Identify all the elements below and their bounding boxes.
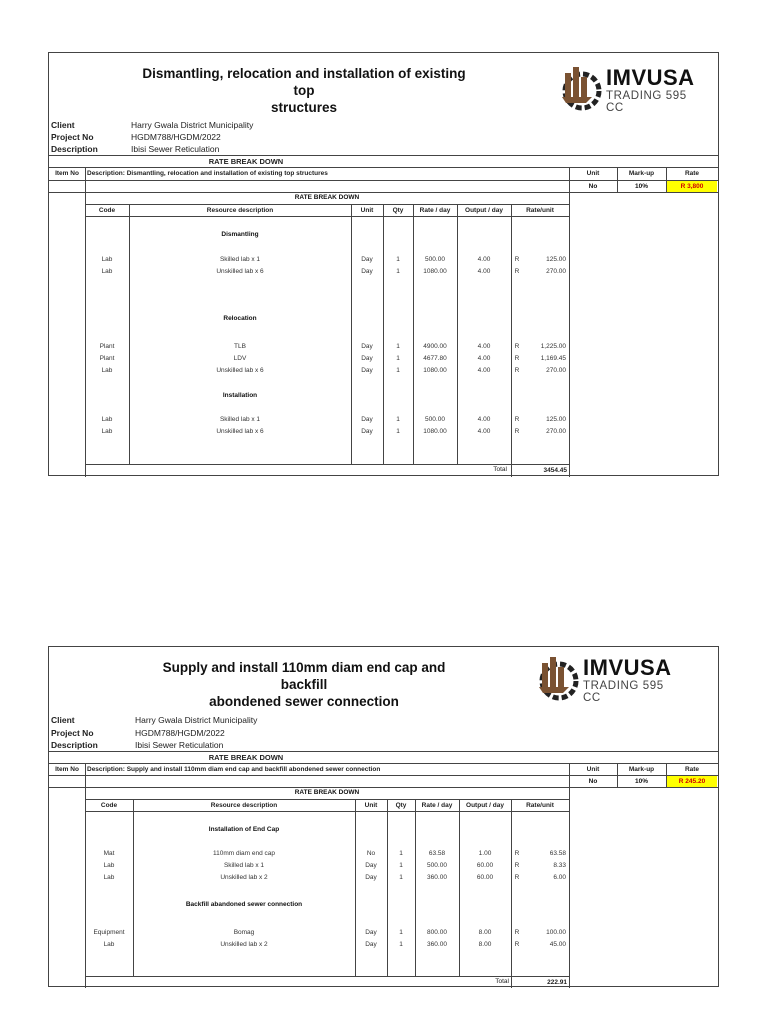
section-heading: Installation [222,392,258,399]
row-rate-unit: 125.00 [546,416,566,423]
unit-header: Unit [586,170,600,177]
row-currency: R [514,343,520,350]
row-rate: 800.00 [427,929,447,936]
res-unit-header: Unit [360,207,374,214]
section-heading: Installation of End Cap [208,826,280,833]
row-output: 1.00 [478,850,492,857]
item-description: Description: Supply and install 110mm diam end cap and backfill abondened sewer connection [87,766,381,773]
logo-name: IMVUSA [606,65,695,90]
markup-header: Mark-up [628,766,655,773]
rate-sheet-1 [48,52,719,476]
row-qty: 1 [396,343,400,350]
row-resource: Unskilled lab x 6 [216,367,264,374]
item-no-header: Item No [55,170,79,177]
row-output: 4.00 [477,416,491,423]
row-unit: Day [361,428,373,435]
gear-building-icon [533,653,581,703]
row-rate-unit: 270.00 [546,268,566,275]
rate-unit-header: Rate/unit [526,207,554,214]
row-code: Lab [103,941,115,948]
rate-day-header: Rate / day [419,207,451,214]
row-code: Plant [99,343,115,350]
row-rate-unit: 1,169.45 [540,355,566,362]
row-unit: Day [365,929,377,936]
row-rate: 500.00 [425,256,445,263]
logo-subtitle: TRADING 595 CC [583,680,664,704]
row-rate: 4677.80 [423,355,447,362]
total-value: 222.91 [547,979,567,986]
description-value: Ibisi Sewer Reticulation [135,740,224,750]
row-code: Equipment [93,929,125,936]
row-output: 4.00 [477,428,491,435]
client-label: Client [51,715,75,725]
section-heading: Dismantling [221,231,259,238]
output-day-header: Output / day [466,802,504,809]
row-qty: 1 [396,416,400,423]
row-qty: 1 [399,850,403,857]
row-unit: Day [365,874,377,881]
row-rate-unit: 100.00 [546,929,566,936]
row-currency: R [514,850,520,857]
row-rate-unit: 63.58 [549,850,566,857]
row-resource: Unskilled lab x 6 [216,268,264,275]
rate-break-down-heading: RATE BREAK DOWN [208,157,284,166]
row-currency: R [514,428,520,435]
sheet-title-line1: Supply and install 110mm diam end cap and backfill [162,660,446,692]
row-unit: Day [361,367,373,374]
markup-value: 10% [634,183,648,190]
sheet-title-line2: abondened sewer connection [209,694,399,709]
rate-value: R 3,800 [667,181,717,192]
row-currency: R [514,874,520,881]
row-rate: 360.00 [427,874,447,881]
row-code: Plant [99,355,115,362]
row-currency: R [514,416,520,423]
row-rate-unit: 1,225.00 [540,343,566,350]
row-qty: 1 [399,941,403,948]
sheet-title [139,65,469,116]
markup-value: 10% [634,778,648,785]
rate-header: Rate [684,766,700,773]
row-unit: Day [361,416,373,423]
row-rate: 1080.00 [423,268,447,275]
row-currency: R [514,862,520,869]
row-rate-unit: 270.00 [546,367,566,374]
row-qty: 1 [399,929,403,936]
res-unit-header: Unit [364,802,378,809]
row-qty: 1 [396,355,400,362]
row-code: Lab [103,874,115,881]
row-resource: Unskilled lab x 2 [220,941,268,948]
row-rate: 63.58 [428,850,446,857]
code-header: Code [100,802,118,809]
row-rate: 1080.00 [423,367,447,374]
row-output: 8.00 [478,941,492,948]
gear-building-icon [556,63,604,113]
resource-header: Resource description [210,802,278,809]
client-value: Harry Gwala District Municipality [135,715,258,725]
row-output: 4.00 [477,256,491,263]
project-label: Project No [51,728,94,738]
row-currency: R [514,941,520,948]
rate-unit-header: Rate/unit [526,802,554,809]
section-heading: Relocation [223,315,257,322]
row-qty: 1 [396,367,400,374]
row-unit: Day [365,862,377,869]
row-rate-unit: 125.00 [546,256,566,263]
row-code: Lab [101,428,113,435]
code-header: Code [98,207,116,214]
row-output: 60.00 [476,862,494,869]
row-currency: R [514,367,520,374]
row-rate-unit: 45.00 [549,941,566,948]
row-code: Lab [103,862,115,869]
row-resource: Unskilled lab x 6 [216,428,264,435]
rate-header: Rate [684,170,700,177]
logo-name: IMVUSA [583,655,672,680]
section-heading: Backfill abandoned sewer connection [185,901,303,908]
row-rate-unit: 270.00 [546,428,566,435]
total-label: Total [493,466,507,473]
row-code: Lab [101,256,113,263]
inner-rate-break-down-heading: RATE BREAK DOWN [294,789,360,796]
row-output: 8.00 [478,929,492,936]
row-unit: Day [365,941,377,948]
logo-subtitle: TRADING 595 CC [606,90,687,114]
sheet-title-line2: structures [270,100,338,115]
rate-day-header: Rate / day [421,802,453,809]
row-output: 60.00 [476,874,494,881]
project-label: Project No [51,132,94,142]
row-rate: 1080.00 [423,428,447,435]
client-value: Harry Gwala District Municipality [131,120,254,130]
row-rate: 360.00 [427,941,447,948]
description-value: Ibisi Sewer Reticulation [131,144,220,154]
description-label: Description [51,740,98,750]
row-output: 4.00 [477,367,491,374]
row-output: 4.00 [477,355,491,362]
row-resource: LDV [233,355,247,362]
row-rate: 500.00 [427,862,447,869]
markup-header: Mark-up [628,170,655,177]
row-qty: 1 [396,256,400,263]
project-value: HGDM788/HGDM/2022 [131,132,221,142]
company-logo [556,63,706,113]
sheet-title-line1: Dismantling, relocation and installation of existing top [142,66,466,98]
row-unit: Day [361,343,373,350]
row-qty: 1 [396,428,400,435]
row-resource: Bomag [233,929,255,936]
item-description: Description: Dismantling, relocation and installation of existing top structures [87,170,328,177]
rate-break-down-heading: RATE BREAK DOWN [208,753,284,762]
row-resource: Skilled lab x 1 [219,256,261,263]
qty-header: Qty [392,207,404,214]
company-logo [533,653,683,703]
row-output: 4.00 [477,268,491,275]
unit-header: Unit [586,766,600,773]
row-qty: 1 [396,268,400,275]
row-qty: 1 [399,862,403,869]
unit-value: No [588,778,598,785]
row-resource: 110mm diam end cap [212,850,276,857]
total-value: 3454.45 [543,467,567,474]
rate-sheet-2 [48,646,719,987]
unit-value: No [588,183,598,190]
row-unit: Day [361,355,373,362]
project-value: HGDM788/HGDM/2022 [135,728,225,738]
row-currency: R [514,355,520,362]
total-label: Total [495,978,509,985]
row-code: Lab [101,416,113,423]
row-code: Lab [101,268,113,275]
row-code: Mat [103,850,115,857]
resource-header: Resource description [206,207,274,214]
row-resource: Unskilled lab x 2 [220,874,268,881]
row-code: Lab [101,367,113,374]
description-label: Description [51,144,98,154]
row-unit: No [366,850,376,857]
row-output: 4.00 [477,343,491,350]
row-rate-unit: 6.00 [553,874,566,881]
item-no-header: Item No [55,766,79,773]
sheet-title [139,659,469,710]
row-unit: Day [361,256,373,263]
row-currency: R [514,256,520,263]
row-currency: R [514,929,520,936]
row-currency: R [514,268,520,275]
row-resource: Skilled lab x 1 [223,862,265,869]
rate-value: R 245.20 [667,776,717,787]
row-resource: TLB [234,343,246,350]
row-qty: 1 [399,874,403,881]
client-label: Client [51,120,75,130]
qty-header: Qty [395,802,407,809]
row-resource: Skilled lab x 1 [219,416,261,423]
row-rate: 4900.00 [423,343,447,350]
inner-rate-break-down-heading: RATE BREAK DOWN [294,194,360,201]
output-day-header: Output / day [465,207,503,214]
row-rate: 500.00 [425,416,445,423]
row-rate-unit: 8.33 [553,862,566,869]
row-unit: Day [361,268,373,275]
